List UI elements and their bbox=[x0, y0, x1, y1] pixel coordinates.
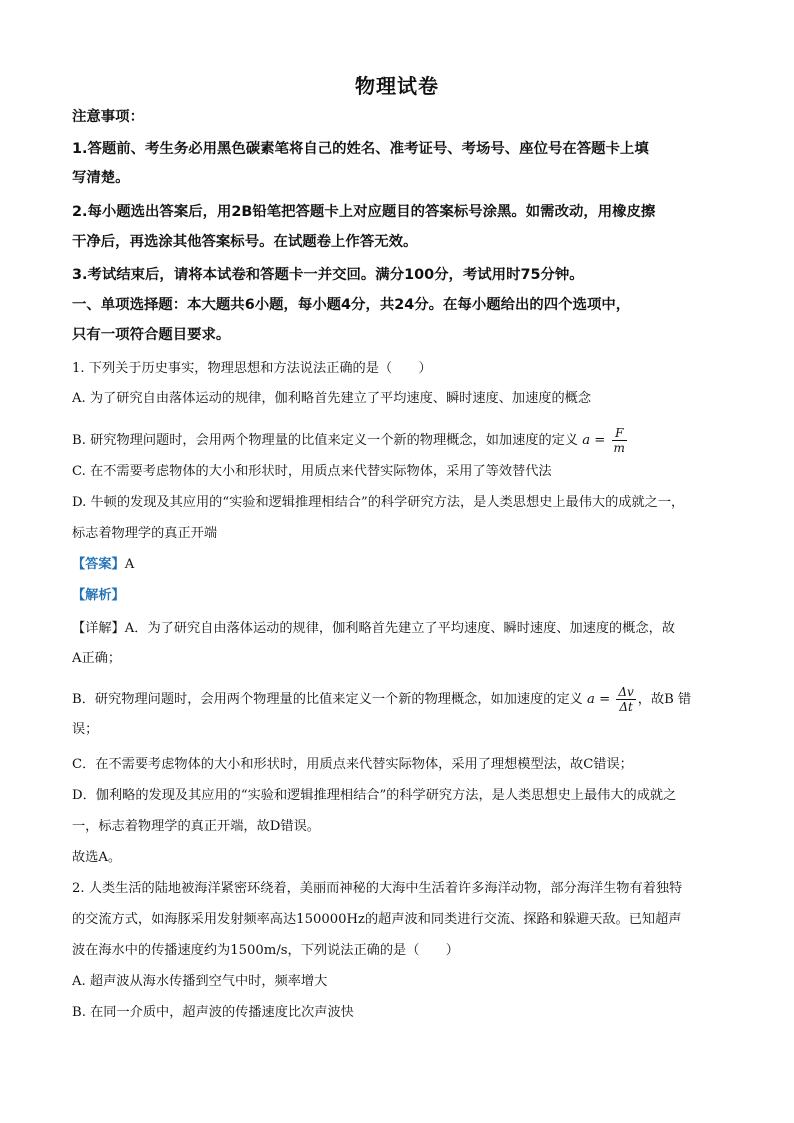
q1-option-b bbox=[72, 426, 724, 455]
answer-tag: 【答案】 bbox=[72, 557, 125, 572]
detail-b-formula-lhs: a = bbox=[587, 692, 611, 707]
q1-conclusion: 故选A。 bbox=[72, 850, 122, 865]
q1-detail-d-line-2: 一，标志着物理学的真正开端，故D错误。 bbox=[72, 819, 320, 834]
notice-item-2-line-2: 干净后，再选涂其他答案标号。在试题卷上作答无效。 bbox=[72, 234, 418, 250]
q1-option-a: A. 为了研究自由落体运动的规律，伽利略首先建立了平均速度、瞬时速度、加速度的概念 bbox=[72, 391, 592, 406]
notice-item-1-line-2: 写清楚。 bbox=[72, 170, 130, 186]
q2-stem-line-2: 的交流方式，如海豚采用发射频率高达150000Hz的超声波和同类进行交流、探路和躲避天敌。已知超声 bbox=[72, 912, 682, 927]
q1-detail-c: C．在不需要考虑物体的大小和形状时，用质点来代替实际物体，采用了理想模型法，故C错误； bbox=[72, 757, 633, 772]
detail-a-text: A．为了研究自由落体运动的规律，伽利略首先建立了平均速度、瞬时速度、加速度的概念，故 bbox=[124, 621, 675, 636]
notice-item-1-line-1: 1.答题前、考生务必用黑色碳素笔将自己的姓名、准考证号、考场号、座位号在答题卡上填 bbox=[72, 141, 649, 157]
detail-b-formula bbox=[616, 685, 635, 714]
detail-b-formula-numerator: Δv bbox=[618, 685, 634, 699]
q1-stem: 1. 下列关于历史事实，物理思想和方法说法正确的是（ ） bbox=[72, 361, 432, 376]
detail-b-tail: ，故B 错 bbox=[637, 692, 692, 707]
q1-option-b-formula-denominator: m bbox=[613, 441, 625, 455]
detail-tag: 【详解】 bbox=[72, 621, 125, 636]
q1-detail-d-line-1: D．伽利略的发现及其应用的“实验和逻辑推理相结合”的科学研究方法，是人类思想史上最伟大的成就之 bbox=[72, 788, 677, 803]
q1-detail-b bbox=[72, 685, 724, 714]
q2-stem-line-3: 波在海水中的传播速度约为1500m/s，下列说法正确的是（ ） bbox=[72, 943, 459, 958]
analysis-tag: 【解析】 bbox=[72, 588, 125, 603]
q2-option-b: B. 在同一介质中，超声波的传播速度比次声波快 bbox=[72, 1005, 354, 1020]
q1-detail-line-2: A正确； bbox=[72, 651, 122, 666]
page-title: 物理试卷 bbox=[355, 74, 439, 98]
q1-option-b-formula-lhs: a = bbox=[582, 433, 606, 448]
notice-item-3: 3.考试结束后，请将本试卷和答题卡一并交回。满分100分，考试用时75分钟。 bbox=[72, 267, 584, 283]
q1-analysis-tag bbox=[72, 587, 724, 605]
detail-b-text: B．研究物理问题时，会用两个物理量的比值来定义一个新的物理概念，如加速度的定义 bbox=[72, 692, 583, 707]
section-1-heading-line-2: 只有一项符合题目要求。 bbox=[72, 327, 231, 343]
q1-option-d-line-1: D. 牛顿的发现及其应用的“实验和逻辑推理相结合”的科学研究方法，是人类思想史上最伟大的成就之一， bbox=[72, 495, 685, 510]
q2-option-a: A. 超声波从海水传播到空气中时，频率增大 bbox=[72, 974, 328, 989]
notice-heading: 注意事项： bbox=[72, 109, 144, 125]
notice-item-2-line-1: 2.每小题选出答案后，用2B铅笔把答题卡上对应题目的答案标号涂黑。如需改动，用橡皮擦 bbox=[72, 204, 656, 220]
q1-option-d-line-2: 标志着物理学的真正开端 bbox=[72, 526, 218, 541]
q2-stem-line-1: 2. 人类生活的陆地被海洋紧密环绕着，美丽而神秘的大海中生活着许多海洋动物，部分海洋生物有着独特 bbox=[72, 881, 683, 896]
q1-option-b-text: B. 研究物理问题时，会用两个物理量的比值来定义一个新的物理概念，如加速度的定义 bbox=[72, 433, 579, 448]
q1-option-b-formula bbox=[612, 426, 627, 455]
q1-option-c: C. 在不需要考虑物体的大小和形状时，用质点来代替实际物体，采用了等效替代法 bbox=[72, 464, 552, 479]
q1-detail-line-1 bbox=[72, 620, 724, 638]
q1-detail-b-line-2: 误； bbox=[72, 722, 99, 737]
q1-answer bbox=[72, 556, 724, 574]
section-1-heading-line-1: 一、单项选择题：本大题共6小题，每小题4分，共24分。在每小题给出的四个选项中， bbox=[72, 297, 631, 313]
answer-value: A bbox=[124, 557, 135, 572]
q1-option-b-formula-numerator: F bbox=[612, 426, 627, 441]
detail-b-formula-denominator: Δt bbox=[619, 700, 633, 714]
